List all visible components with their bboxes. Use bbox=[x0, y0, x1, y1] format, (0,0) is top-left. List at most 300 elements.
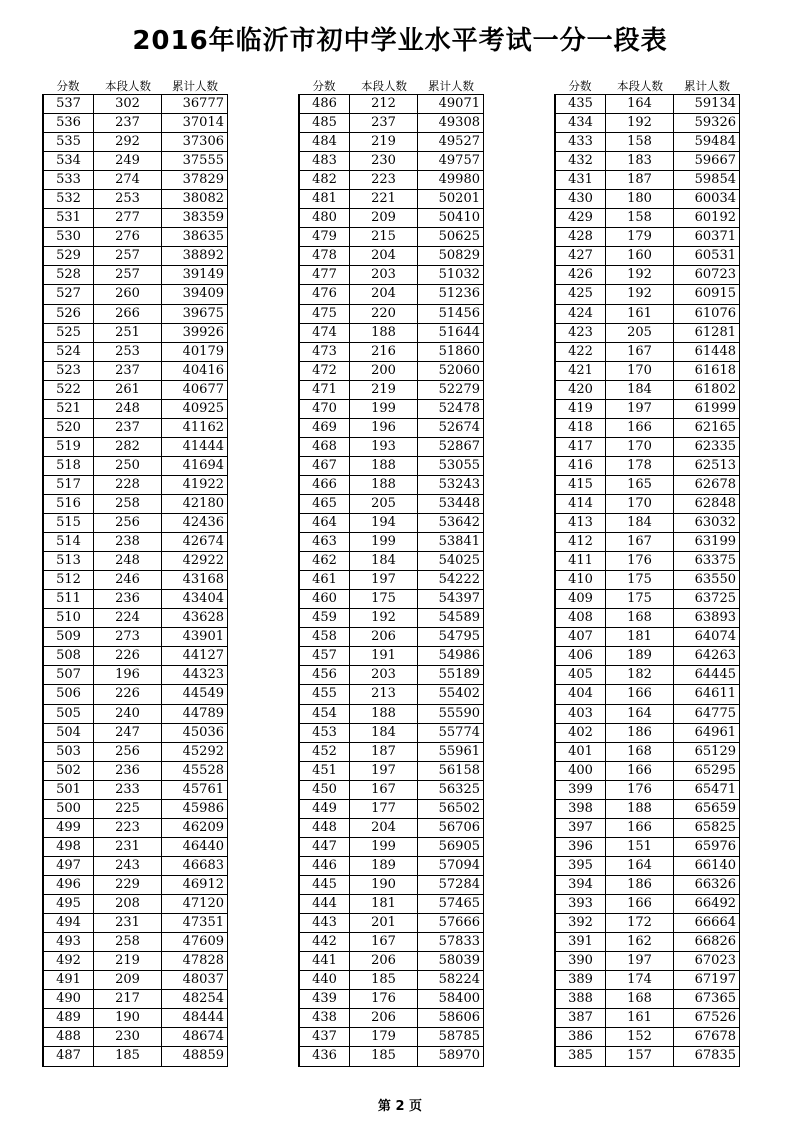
cumulative-count-cell: 60371 bbox=[674, 228, 740, 246]
table-row bbox=[298, 1009, 484, 1028]
segment-count-cell: 226 bbox=[94, 685, 162, 703]
segment-count-cell: 168 bbox=[606, 609, 674, 627]
table-row bbox=[42, 381, 228, 400]
table-row bbox=[554, 190, 740, 209]
score-cell: 400 bbox=[554, 762, 606, 780]
table-row bbox=[42, 95, 228, 114]
segment-count-cell: 175 bbox=[350, 590, 418, 608]
segment-count-cell: 237 bbox=[94, 114, 162, 132]
segment-count-cell: 161 bbox=[606, 1009, 674, 1027]
cumulative-count-cell: 44127 bbox=[162, 647, 228, 665]
table-row bbox=[42, 266, 228, 285]
segment-count-cell: 258 bbox=[94, 933, 162, 951]
table-row bbox=[42, 324, 228, 343]
table-row bbox=[554, 800, 740, 819]
score-cell: 435 bbox=[554, 95, 606, 113]
segment-count-cell: 191 bbox=[350, 647, 418, 665]
cumulative-count-cell: 41444 bbox=[162, 438, 228, 456]
header-segment-count: 本段人数 bbox=[361, 79, 407, 93]
score-cell: 535 bbox=[42, 133, 94, 151]
cumulative-count-cell: 57666 bbox=[418, 914, 484, 932]
score-cell: 514 bbox=[42, 533, 94, 551]
score-cell: 457 bbox=[298, 647, 350, 665]
segment-count-cell: 175 bbox=[606, 590, 674, 608]
cumulative-count-cell: 53243 bbox=[418, 476, 484, 494]
table-row bbox=[42, 190, 228, 209]
segment-count-cell: 164 bbox=[606, 857, 674, 875]
segment-count-cell: 199 bbox=[350, 838, 418, 856]
cumulative-count-cell: 54589 bbox=[418, 609, 484, 627]
table-row bbox=[554, 114, 740, 133]
table-row bbox=[554, 914, 740, 933]
table-row bbox=[298, 324, 484, 343]
table-row bbox=[42, 743, 228, 762]
segment-count-cell: 192 bbox=[350, 609, 418, 627]
score-cell: 398 bbox=[554, 800, 606, 818]
cumulative-count-cell: 51236 bbox=[418, 285, 484, 303]
cumulative-count-cell: 62165 bbox=[674, 419, 740, 437]
cumulative-count-cell: 57284 bbox=[418, 876, 484, 894]
cumulative-count-cell: 39675 bbox=[162, 305, 228, 323]
score-cell: 436 bbox=[298, 1047, 350, 1066]
cumulative-count-cell: 59854 bbox=[674, 171, 740, 189]
cumulative-count-cell: 43901 bbox=[162, 628, 228, 646]
table-row bbox=[554, 819, 740, 838]
score-cell: 464 bbox=[298, 514, 350, 532]
cumulative-count-cell: 45986 bbox=[162, 800, 228, 818]
cumulative-count-cell: 64445 bbox=[674, 666, 740, 684]
segment-count-cell: 302 bbox=[94, 95, 162, 113]
score-cell: 454 bbox=[298, 705, 350, 723]
cumulative-count-cell: 63199 bbox=[674, 533, 740, 551]
header-segment-count: 本段人数 bbox=[105, 79, 151, 93]
segment-count-cell: 215 bbox=[350, 228, 418, 246]
score-cell: 536 bbox=[42, 114, 94, 132]
score-cell: 432 bbox=[554, 152, 606, 170]
score-cell: 478 bbox=[298, 247, 350, 265]
segment-count-cell: 247 bbox=[94, 724, 162, 742]
cumulative-count-cell: 40925 bbox=[162, 400, 228, 418]
cumulative-count-cell: 65659 bbox=[674, 800, 740, 818]
segment-count-cell: 223 bbox=[350, 171, 418, 189]
score-table-2 bbox=[298, 78, 484, 1067]
header-score: 分数 bbox=[312, 79, 336, 93]
header-cumulative-count: 累计人数 bbox=[684, 79, 730, 93]
segment-count-cell: 206 bbox=[350, 628, 418, 646]
segment-count-cell: 216 bbox=[350, 343, 418, 361]
cumulative-count-cell: 64775 bbox=[674, 705, 740, 723]
score-cell: 420 bbox=[554, 381, 606, 399]
score-cell: 527 bbox=[42, 285, 94, 303]
table-row bbox=[298, 743, 484, 762]
cumulative-count-cell: 44549 bbox=[162, 685, 228, 703]
cumulative-count-cell: 61448 bbox=[674, 343, 740, 361]
cumulative-count-cell: 65976 bbox=[674, 838, 740, 856]
cumulative-count-cell: 39149 bbox=[162, 266, 228, 284]
score-cell: 430 bbox=[554, 190, 606, 208]
cumulative-count-cell: 45292 bbox=[162, 743, 228, 761]
segment-count-cell: 236 bbox=[94, 762, 162, 780]
segment-count-cell: 184 bbox=[350, 552, 418, 570]
score-cell: 411 bbox=[554, 552, 606, 570]
cumulative-count-cell: 51644 bbox=[418, 324, 484, 342]
cumulative-count-cell: 67678 bbox=[674, 1028, 740, 1046]
table-row bbox=[298, 343, 484, 362]
segment-count-cell: 230 bbox=[350, 152, 418, 170]
score-cell: 442 bbox=[298, 933, 350, 951]
segment-count-cell: 231 bbox=[94, 914, 162, 932]
score-cell: 433 bbox=[554, 133, 606, 151]
segment-count-cell: 219 bbox=[350, 133, 418, 151]
table-row bbox=[42, 362, 228, 381]
score-cell: 399 bbox=[554, 781, 606, 799]
score-cell: 529 bbox=[42, 247, 94, 265]
cumulative-count-cell: 56158 bbox=[418, 762, 484, 780]
cumulative-count-cell: 66326 bbox=[674, 876, 740, 894]
score-cell: 441 bbox=[298, 952, 350, 970]
cumulative-count-cell: 65295 bbox=[674, 762, 740, 780]
table-row bbox=[42, 933, 228, 952]
table-row bbox=[554, 590, 740, 609]
segment-count-cell: 257 bbox=[94, 266, 162, 284]
segment-count-cell: 167 bbox=[350, 781, 418, 799]
segment-count-cell: 185 bbox=[94, 1047, 162, 1066]
cumulative-count-cell: 66664 bbox=[674, 914, 740, 932]
segment-count-cell: 186 bbox=[606, 876, 674, 894]
cumulative-count-cell: 54986 bbox=[418, 647, 484, 665]
segment-count-cell: 208 bbox=[94, 895, 162, 913]
table-row bbox=[554, 362, 740, 381]
cumulative-count-cell: 64961 bbox=[674, 724, 740, 742]
segment-count-cell: 162 bbox=[606, 933, 674, 951]
score-cell: 461 bbox=[298, 571, 350, 589]
segment-count-cell: 152 bbox=[606, 1028, 674, 1046]
score-cell: 519 bbox=[42, 438, 94, 456]
table-row bbox=[554, 495, 740, 514]
table-row bbox=[554, 152, 740, 171]
table-row bbox=[554, 209, 740, 228]
segment-count-cell: 236 bbox=[94, 590, 162, 608]
table-body bbox=[42, 94, 228, 1067]
cumulative-count-cell: 58039 bbox=[418, 952, 484, 970]
cumulative-count-cell: 55590 bbox=[418, 705, 484, 723]
score-cell: 422 bbox=[554, 343, 606, 361]
segment-count-cell: 258 bbox=[94, 495, 162, 513]
table-row bbox=[42, 914, 228, 933]
score-cell: 484 bbox=[298, 133, 350, 151]
segment-count-cell: 203 bbox=[350, 266, 418, 284]
segment-count-cell: 170 bbox=[606, 495, 674, 513]
score-cell: 388 bbox=[554, 990, 606, 1008]
score-cell: 419 bbox=[554, 400, 606, 418]
table-row bbox=[42, 438, 228, 457]
score-cell: 526 bbox=[42, 305, 94, 323]
segment-count-cell: 151 bbox=[606, 838, 674, 856]
score-cell: 506 bbox=[42, 685, 94, 703]
cumulative-count-cell: 66140 bbox=[674, 857, 740, 875]
cumulative-count-cell: 63893 bbox=[674, 609, 740, 627]
segment-count-cell: 177 bbox=[350, 800, 418, 818]
table-row bbox=[42, 1047, 228, 1066]
segment-count-cell: 238 bbox=[94, 533, 162, 551]
table-row bbox=[554, 609, 740, 628]
score-cell: 439 bbox=[298, 990, 350, 1008]
table-row bbox=[298, 209, 484, 228]
table-row bbox=[298, 1047, 484, 1066]
cumulative-count-cell: 57094 bbox=[418, 857, 484, 875]
table-row bbox=[298, 705, 484, 724]
segment-count-cell: 209 bbox=[94, 971, 162, 989]
cumulative-count-cell: 47351 bbox=[162, 914, 228, 932]
cumulative-count-cell: 42674 bbox=[162, 533, 228, 551]
table-row bbox=[42, 247, 228, 266]
cumulative-count-cell: 65129 bbox=[674, 743, 740, 761]
score-cell: 534 bbox=[42, 152, 94, 170]
cumulative-count-cell: 61076 bbox=[674, 305, 740, 323]
cumulative-count-cell: 67365 bbox=[674, 990, 740, 1008]
table-row bbox=[42, 609, 228, 628]
score-cell: 409 bbox=[554, 590, 606, 608]
segment-count-cell: 176 bbox=[606, 552, 674, 570]
score-cell: 471 bbox=[298, 381, 350, 399]
cumulative-count-cell: 50201 bbox=[418, 190, 484, 208]
cumulative-count-cell: 52478 bbox=[418, 400, 484, 418]
table-row bbox=[554, 285, 740, 304]
table-row bbox=[554, 895, 740, 914]
segment-count-cell: 248 bbox=[94, 552, 162, 570]
cumulative-count-cell: 58400 bbox=[418, 990, 484, 1008]
table-row bbox=[42, 838, 228, 857]
cumulative-count-cell: 51032 bbox=[418, 266, 484, 284]
segment-count-cell: 231 bbox=[94, 838, 162, 856]
score-cell: 531 bbox=[42, 209, 94, 227]
cumulative-count-cell: 47609 bbox=[162, 933, 228, 951]
segment-count-cell: 166 bbox=[606, 685, 674, 703]
score-cell: 485 bbox=[298, 114, 350, 132]
score-cell: 483 bbox=[298, 152, 350, 170]
score-cell: 455 bbox=[298, 685, 350, 703]
cumulative-count-cell: 42436 bbox=[162, 514, 228, 532]
segment-count-cell: 201 bbox=[350, 914, 418, 932]
segment-count-cell: 186 bbox=[606, 724, 674, 742]
table-row bbox=[554, 381, 740, 400]
score-cell: 437 bbox=[298, 1028, 350, 1046]
segment-count-cell: 184 bbox=[350, 724, 418, 742]
segment-count-cell: 184 bbox=[606, 514, 674, 532]
table-row bbox=[554, 552, 740, 571]
score-cell: 391 bbox=[554, 933, 606, 951]
score-cell: 508 bbox=[42, 647, 94, 665]
cumulative-count-cell: 53055 bbox=[418, 457, 484, 475]
cumulative-count-cell: 60034 bbox=[674, 190, 740, 208]
table-row bbox=[42, 952, 228, 971]
table-row bbox=[42, 571, 228, 590]
segment-count-cell: 188 bbox=[350, 476, 418, 494]
table-row bbox=[42, 533, 228, 552]
segment-count-cell: 219 bbox=[94, 952, 162, 970]
cumulative-count-cell: 48037 bbox=[162, 971, 228, 989]
score-cell: 494 bbox=[42, 914, 94, 932]
cumulative-count-cell: 48254 bbox=[162, 990, 228, 1008]
cumulative-count-cell: 63725 bbox=[674, 590, 740, 608]
score-cell: 421 bbox=[554, 362, 606, 380]
table-row bbox=[298, 724, 484, 743]
score-cell: 532 bbox=[42, 190, 94, 208]
segment-count-cell: 204 bbox=[350, 819, 418, 837]
score-cell: 387 bbox=[554, 1009, 606, 1027]
segment-count-cell: 197 bbox=[606, 952, 674, 970]
cumulative-count-cell: 65825 bbox=[674, 819, 740, 837]
score-cell: 523 bbox=[42, 362, 94, 380]
table-row bbox=[42, 514, 228, 533]
segment-count-cell: 187 bbox=[606, 171, 674, 189]
score-cell: 444 bbox=[298, 895, 350, 913]
table-row bbox=[42, 685, 228, 704]
cumulative-count-cell: 67526 bbox=[674, 1009, 740, 1027]
table-row bbox=[42, 876, 228, 895]
segment-count-cell: 165 bbox=[606, 476, 674, 494]
score-cell: 511 bbox=[42, 590, 94, 608]
segment-count-cell: 230 bbox=[94, 1028, 162, 1046]
cumulative-count-cell: 62335 bbox=[674, 438, 740, 456]
cumulative-count-cell: 44789 bbox=[162, 705, 228, 723]
cumulative-count-cell: 49527 bbox=[418, 133, 484, 151]
score-cell: 492 bbox=[42, 952, 94, 970]
table-row bbox=[554, 95, 740, 114]
table-row bbox=[554, 228, 740, 247]
cumulative-count-cell: 60915 bbox=[674, 285, 740, 303]
score-cell: 426 bbox=[554, 266, 606, 284]
score-cell: 403 bbox=[554, 705, 606, 723]
score-cell: 502 bbox=[42, 762, 94, 780]
cumulative-count-cell: 66492 bbox=[674, 895, 740, 913]
segment-count-cell: 192 bbox=[606, 114, 674, 132]
score-cell: 460 bbox=[298, 590, 350, 608]
segment-count-cell: 193 bbox=[350, 438, 418, 456]
table-row bbox=[554, 438, 740, 457]
score-cell: 515 bbox=[42, 514, 94, 532]
segment-count-cell: 190 bbox=[350, 876, 418, 894]
cumulative-count-cell: 47120 bbox=[162, 895, 228, 913]
score-cell: 443 bbox=[298, 914, 350, 932]
table-row bbox=[298, 171, 484, 190]
score-cell: 466 bbox=[298, 476, 350, 494]
score-cell: 448 bbox=[298, 819, 350, 837]
segment-count-cell: 257 bbox=[94, 247, 162, 265]
cumulative-count-cell: 36777 bbox=[162, 95, 228, 113]
table-row bbox=[42, 495, 228, 514]
score-cell: 476 bbox=[298, 285, 350, 303]
table-row bbox=[298, 762, 484, 781]
table-row bbox=[554, 266, 740, 285]
segment-count-cell: 167 bbox=[606, 533, 674, 551]
table-row bbox=[298, 457, 484, 476]
score-cell: 530 bbox=[42, 228, 94, 246]
table-row bbox=[42, 762, 228, 781]
segment-count-cell: 282 bbox=[94, 438, 162, 456]
page-suffix: 页 bbox=[409, 1099, 423, 1114]
segment-count-cell: 251 bbox=[94, 324, 162, 342]
segment-count-cell: 190 bbox=[94, 1009, 162, 1027]
cumulative-count-cell: 54025 bbox=[418, 552, 484, 570]
table-row bbox=[554, 971, 740, 990]
table-row bbox=[42, 1028, 228, 1047]
table-row bbox=[42, 305, 228, 324]
cumulative-count-cell: 37555 bbox=[162, 152, 228, 170]
segment-count-cell: 199 bbox=[350, 533, 418, 551]
table-row bbox=[554, 666, 740, 685]
score-cell: 481 bbox=[298, 190, 350, 208]
score-cell: 456 bbox=[298, 666, 350, 684]
table-row bbox=[554, 571, 740, 590]
table-row bbox=[298, 190, 484, 209]
cumulative-count-cell: 41694 bbox=[162, 457, 228, 475]
score-cell: 463 bbox=[298, 533, 350, 551]
table-row bbox=[42, 724, 228, 743]
segment-count-cell: 184 bbox=[606, 381, 674, 399]
score-cell: 453 bbox=[298, 724, 350, 742]
table-row bbox=[298, 781, 484, 800]
score-table-3 bbox=[554, 78, 740, 1067]
table-row bbox=[298, 114, 484, 133]
table-row bbox=[554, 476, 740, 495]
cumulative-count-cell: 47828 bbox=[162, 952, 228, 970]
score-cell: 505 bbox=[42, 705, 94, 723]
segment-count-cell: 266 bbox=[94, 305, 162, 323]
table-row bbox=[298, 933, 484, 952]
table-row bbox=[42, 628, 228, 647]
segment-count-cell: 249 bbox=[94, 152, 162, 170]
score-cell: 496 bbox=[42, 876, 94, 894]
segment-count-cell: 174 bbox=[606, 971, 674, 989]
score-cell: 445 bbox=[298, 876, 350, 894]
score-cell: 427 bbox=[554, 247, 606, 265]
segment-count-cell: 206 bbox=[350, 952, 418, 970]
score-cell: 487 bbox=[42, 1047, 94, 1066]
table-row bbox=[554, 952, 740, 971]
table-row bbox=[42, 228, 228, 247]
cumulative-count-cell: 37306 bbox=[162, 133, 228, 151]
score-cell: 396 bbox=[554, 838, 606, 856]
table-row bbox=[554, 1028, 740, 1047]
segment-count-cell: 185 bbox=[350, 971, 418, 989]
segment-count-cell: 243 bbox=[94, 857, 162, 875]
cumulative-count-cell: 49980 bbox=[418, 171, 484, 189]
segment-count-cell: 205 bbox=[350, 495, 418, 513]
cumulative-count-cell: 58970 bbox=[418, 1047, 484, 1066]
table-row bbox=[42, 343, 228, 362]
segment-count-cell: 168 bbox=[606, 990, 674, 1008]
cumulative-count-cell: 62513 bbox=[674, 457, 740, 475]
header-score: 分数 bbox=[56, 79, 80, 93]
cumulative-count-cell: 57833 bbox=[418, 933, 484, 951]
segment-count-cell: 261 bbox=[94, 381, 162, 399]
table-row bbox=[42, 476, 228, 495]
cumulative-count-cell: 45761 bbox=[162, 781, 228, 799]
table-row bbox=[554, 247, 740, 266]
score-cell: 467 bbox=[298, 457, 350, 475]
table-row bbox=[554, 1047, 740, 1066]
table-row bbox=[298, 876, 484, 895]
cumulative-count-cell: 64263 bbox=[674, 647, 740, 665]
table-row bbox=[42, 457, 228, 476]
score-cell: 486 bbox=[298, 95, 350, 113]
score-cell: 390 bbox=[554, 952, 606, 970]
segment-count-cell: 277 bbox=[94, 209, 162, 227]
score-cell: 446 bbox=[298, 857, 350, 875]
table-row bbox=[554, 743, 740, 762]
score-cell: 407 bbox=[554, 628, 606, 646]
